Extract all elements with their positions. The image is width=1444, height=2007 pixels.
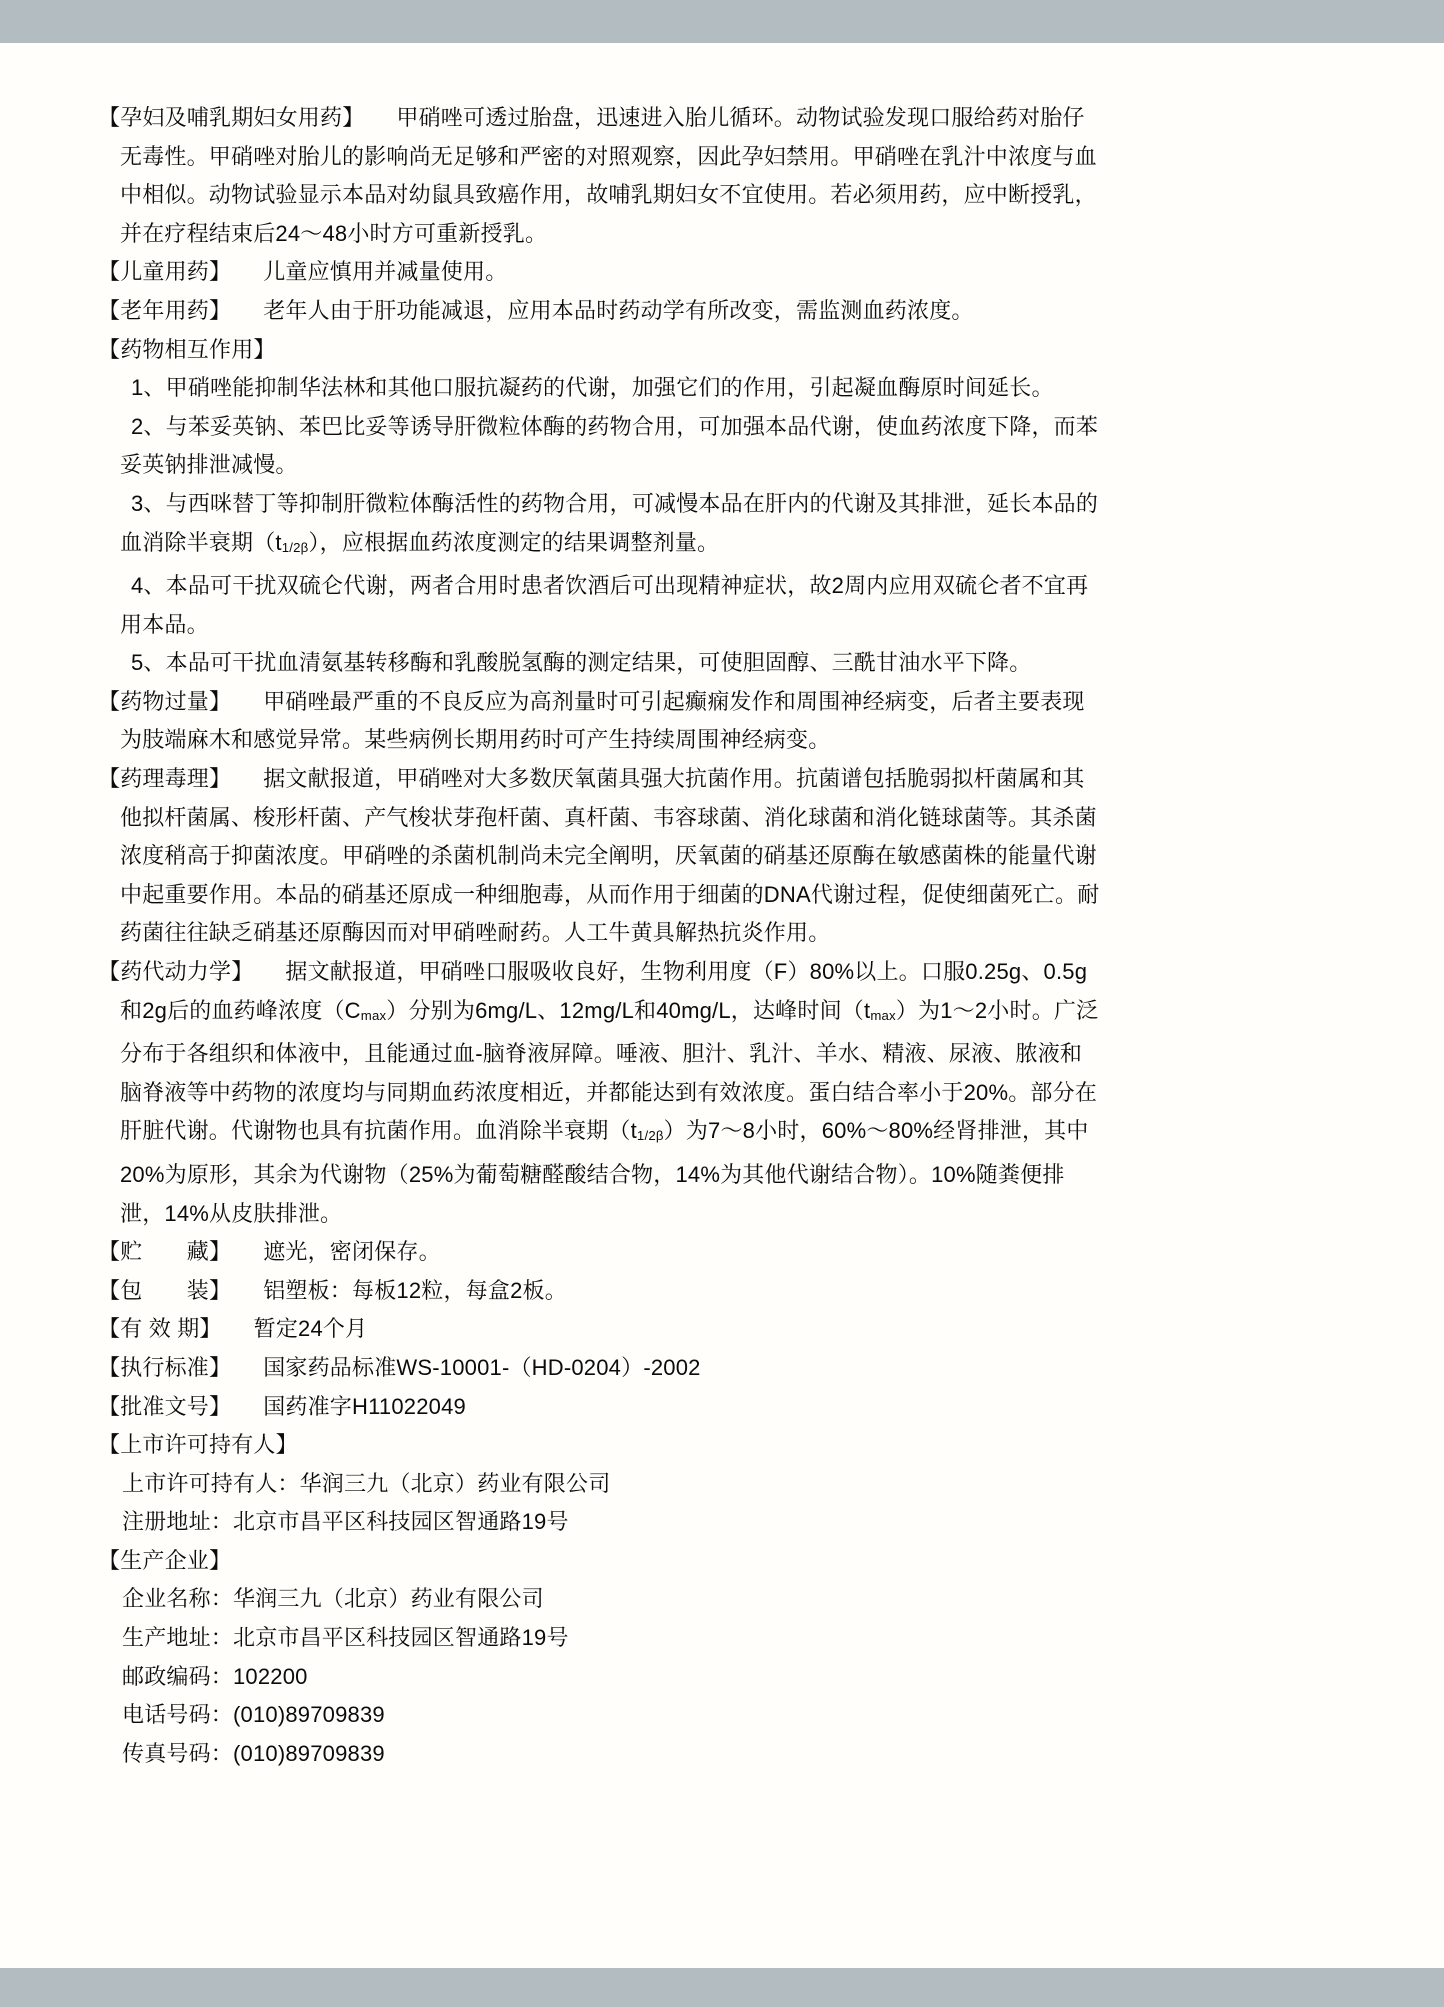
section-pharmacokinetics: [98, 953, 1100, 1233]
section-label: 【药物过量】: [98, 688, 232, 714]
line-text: 传真号码：(010)89709839: [122, 1740, 385, 1766]
mah-name-line: [98, 1465, 1100, 1504]
section-text: 老年人由于肝功能减退，应用本品时药动学有所改变，需监测血药浓度。: [263, 297, 974, 323]
phone-number-line: [98, 1696, 1100, 1735]
section-validity-period: [98, 1310, 1100, 1349]
section-label: 【药理毒理】: [98, 766, 232, 792]
section-label: 【上市许可持有人】: [98, 1432, 298, 1458]
section-storage: [98, 1233, 1100, 1272]
section-label: 【孕妇及哺乳期妇女用药】: [98, 105, 365, 130]
section-drug-interactions-header: [98, 331, 1100, 370]
manufacturer-address-line: [98, 1619, 1100, 1658]
line-text: 邮政编码：102200: [122, 1663, 308, 1689]
section-text: 暂定24个月: [253, 1316, 368, 1342]
item-text: 5、本品可干扰血清氨基转移酶和乳酸脱氢酶的测定结果，可使胆固醇、三酰甘油水平下降。: [131, 650, 1032, 676]
page-border-bottom: [0, 1968, 1444, 2007]
line-text: 生产地址：北京市昌平区科技园区智通路19号: [122, 1625, 569, 1651]
section-text: 甲硝唑最严重的不良反应为高剂量时可引起癫痫发作和周围神经病变，后者主要表现为肢端麻木和感觉异常。某些病例长期用药时可产生持续周围神经病变。: [120, 688, 1085, 753]
section-label: 【有 效 期】: [98, 1316, 222, 1342]
drug-insert-body: [98, 99, 1100, 1773]
section-label: 【执行标准】: [98, 1354, 232, 1380]
section-label: 【贮 藏】: [98, 1239, 232, 1265]
item-text: 1、甲硝唑能抑制华法林和其他口服抗凝药的代谢，加强它们的作用，引起凝血酶原时间延长。: [131, 375, 1054, 401]
section-pharmacology-toxicology: [98, 760, 1100, 953]
fax-number-line: [98, 1735, 1100, 1774]
item-text: 4、本品可干扰双硫仑代谢，两者合用时患者饮酒后可出现精神症状，故2周内应用双硫仑者不宜再用本品。: [120, 573, 1089, 637]
page-border-top: [0, 0, 1444, 43]
interaction-item-4: [98, 567, 1100, 644]
postal-code-line: [98, 1658, 1100, 1697]
section-text: 遮光，密闭保存。: [263, 1239, 441, 1265]
section-approval-number: [98, 1388, 1100, 1427]
section-marketing-authorization-holder-header: [98, 1426, 1100, 1465]
interaction-item-2: [98, 408, 1100, 485]
section-pediatric-use: [98, 253, 1100, 292]
interaction-item-1: [98, 369, 1100, 408]
section-overdose: [98, 683, 1100, 760]
section-geriatric-use: [98, 292, 1100, 331]
line-text: 上市许可持有人：华润三九（北京）药业有限公司: [122, 1470, 611, 1496]
interaction-item-3: [98, 485, 1100, 567]
section-label: 【生产企业】: [98, 1547, 232, 1573]
section-label: 【药代动力学】: [98, 959, 254, 985]
interaction-item-5: [98, 644, 1100, 683]
section-text: 儿童应慎用并减量使用。: [263, 259, 508, 285]
line-text: 企业名称：华润三九（北京）药业有限公司: [122, 1586, 544, 1612]
section-label: 【批准文号】: [98, 1393, 232, 1419]
line-text: 电话号码：(010)89709839: [122, 1702, 385, 1728]
section-package: [98, 1272, 1100, 1311]
item-text: 2、与苯妥英钠、苯巴比妥等诱导肝微粒体酶的药物合用，可加强本品代谢，使血药浓度下降，而苯妥英钠排泄减慢。: [120, 413, 1099, 478]
mah-registered-address-line: [98, 1503, 1100, 1542]
section-label: 【包 装】: [98, 1277, 232, 1303]
section-label: 【老年用药】: [98, 297, 232, 323]
manufacturer-name-line: [98, 1580, 1100, 1619]
section-pregnancy-lactation: [98, 99, 1100, 253]
section-label: 【儿童用药】: [98, 259, 232, 285]
section-text: 国药准字H11022049: [263, 1393, 466, 1419]
section-label: 【药物相互作用】: [98, 336, 276, 362]
section-text: 据文献报道，甲硝唑对大多数厌氧菌具强大抗菌作用。抗菌谱包括脆弱拟杆菌属和其他拟杆菌属、梭形杆菌、产气梭状芽孢杆菌、真杆菌、韦容球菌、消化球菌和消化链球菌等。其杀菌浓度稍高于抑菌浓度。甲硝唑的杀菌机制尚未完全阐明，厌氧菌的硝基还原酶在敏感菌株的能量代谢中起重要作用。本品的硝基还原成一种细胞毒，从而作用于细菌的DNA代谢过程，促使细菌死亡。耐药菌往往缺乏硝基还原酶因而对甲硝唑耐药。人工牛黄具解热抗炎作用。: [120, 766, 1100, 946]
section-text: 甲硝唑可透过胎盘，迅速进入胎儿循环。动物试验发现口服给药对胎仔无毒性。甲硝唑对胎儿的影响尚无足够和严密的对照观察，因此孕妇禁用。甲硝唑在乳汁中浓度与血中相似。动物试验显示本品对幼鼠具致癌作用，故哺乳期妇女不宜使用。若必须用药，应中断授乳，并在疗程结束后24～48小时方可重新授乳。: [120, 105, 1097, 246]
item-text: 3、与西咪替丁等抑制肝微粒体酶活性的药物合用，可减慢本品在肝内的代谢及其排泄，延长本品的血消除半衰期（t1/2β），应根据血药浓度测定的结果调整剂量。: [120, 490, 1099, 555]
line-text: 注册地址：北京市昌平区科技园区智通路19号: [122, 1509, 569, 1535]
section-text: 国家药品标准WS-10001-（HD-0204）-2002: [263, 1354, 701, 1380]
section-text: 据文献报道，甲硝唑口服吸收良好，生物利用度（F）80%以上。口服0.25g、0.5g和2g后的血药峰浓度（Cmax）分别为6mg/L、12mg/L和40mg/L，达峰时间（tmax）为1～2小时。广泛分布于各组织和体液中，且能通过血-脑脊液屏障。唾液、胆汁、乳汁、羊水、精液、尿液、脓液和脑脊液等中药物的浓度均与同期血药浓度相近，并都能达到有效浓度。蛋白结合率小于20%。部分在肝脏代谢。代谢物也具有抗菌作用。血消除半衰期（t1/2β）为7～8小时，60%～80%经肾排泄，其中20%为原形，其余为代谢物（25%为葡萄糖醛酸结合物，14%为其他代谢结合物）。10%随粪便排泄，14%从皮肤排泄。: [120, 959, 1099, 1226]
section-execution-standard: [98, 1349, 1100, 1388]
section-manufacturer-header: [98, 1542, 1100, 1581]
section-text: 铝塑板：每板12粒，每盒2板。: [263, 1277, 567, 1303]
